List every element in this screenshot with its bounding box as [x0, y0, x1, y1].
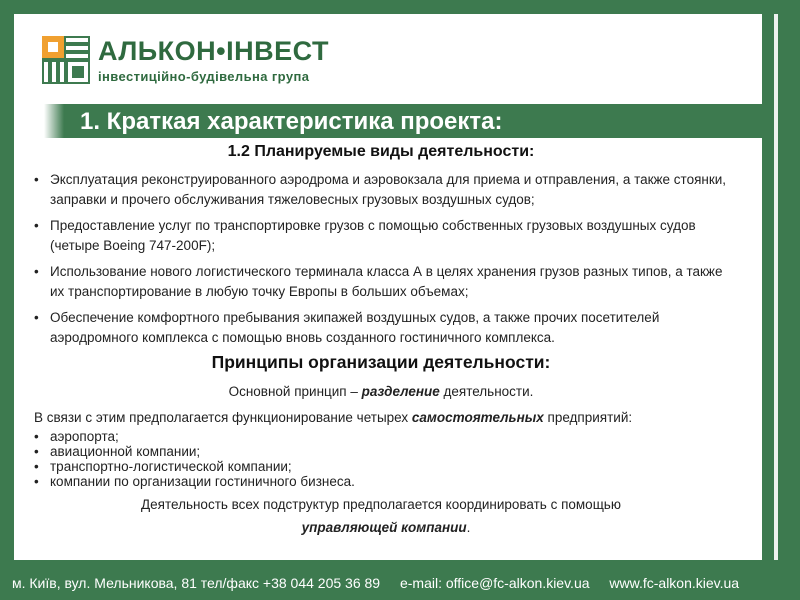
main-principle — [0, 384, 762, 399]
logo-tagline: інвестиційно-будівельна група — [98, 69, 310, 84]
closing-emphasis: управляющей компании — [301, 520, 467, 535]
enterprises-list — [34, 429, 734, 489]
list-item: • транспортно-логистической компании; — [34, 459, 734, 474]
logo-name: АЛЬКОН•ІНВЕСТ — [98, 36, 329, 66]
footer-bar — [0, 560, 800, 600]
footer-website[interactable]: www.fc-alkon.kiev.ua — [609, 575, 740, 591]
list-item: • Использование нового логистического терминала класса А в целях хранения грузов разных типов, а также их транспортирование в любую точку Европы в больших объемах; — [34, 262, 734, 302]
footer-address: м. Київ, вул. Мельникова, 81 тел/факс +38 044 205 36 89 — [12, 575, 381, 591]
principle-emphasis: разделение — [361, 384, 440, 399]
frame-left — [0, 0, 14, 560]
principle-prefix: Основной принцип – — [228, 384, 362, 399]
closing-line: Деятельность всех подструктур предполагается координировать с помощью — [141, 497, 621, 512]
footer-email[interactable]: e-mail: office@fc-alkon.kiev.ua — [399, 575, 590, 591]
closing-suffix: . — [466, 520, 471, 535]
intro-emphasis: самостоятельных — [411, 410, 544, 425]
list-item: • авиационной компании; — [34, 444, 734, 459]
principles-heading: Принципы организации деятельности: — [211, 352, 551, 372]
intro-suffix: предприятий: — [543, 410, 633, 425]
list-item: • аэропорта; — [34, 429, 734, 444]
slide-title: 1. Краткая характеристика проекта: — [80, 108, 503, 135]
principle-suffix: деятельности. — [439, 384, 534, 399]
enterprises-intro — [34, 410, 754, 425]
closing-emphasis-line — [0, 520, 772, 535]
section-subtitle: 1.2 Планируемые виды деятельности: — [227, 143, 535, 160]
logo-mark-icon — [42, 36, 90, 84]
footer-contacts — [12, 575, 755, 591]
company-logo — [42, 36, 329, 86]
activities-list — [34, 170, 734, 354]
list-item: • компании по организации гостиничного бизнеса. — [34, 474, 734, 489]
list-item: • Эксплуатация реконструированного аэродрома и аэровокзала для приема и отправления, а также стоянки, заправки и прочего обслуживания тяжеловесных грузовых воздушных судов; — [34, 170, 734, 210]
frame-right — [762, 0, 800, 560]
list-item: • Предоставление услуг по транспортировке грузов с помощью собственных грузовых воздушных судов (четыре Boeing 747-200F); — [34, 216, 734, 256]
frame-stripe — [774, 14, 778, 560]
frame-top — [0, 0, 800, 14]
intro-prefix: В связи с этим предполагается функционирование четырех — [34, 410, 412, 425]
list-item: • Обеспечение комфортного пребывания экипажей воздушных судов, а также прочих посетителей аэродромного комплекса с помощью вновь созданного гостиничного комплекса. — [34, 308, 734, 348]
title-bar — [58, 104, 762, 138]
